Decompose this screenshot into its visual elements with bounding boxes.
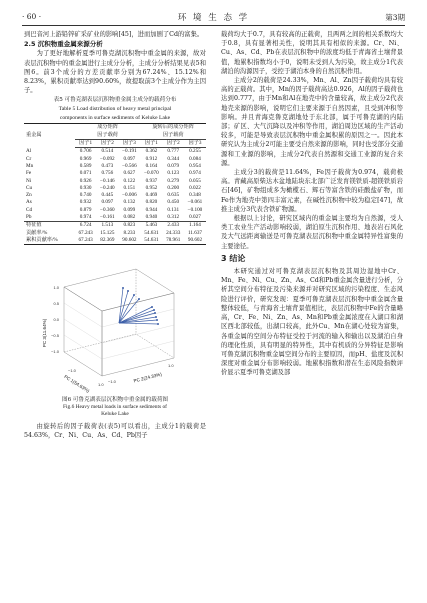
table-cell: 0.627 <box>123 170 136 177</box>
table-row <box>24 163 206 170</box>
table-cell: 0.974 <box>189 170 201 177</box>
table-cell: −0.070 <box>144 170 159 177</box>
table-cell: 0.348 <box>189 192 201 199</box>
table-caption-en-line1: Table 5 Load distribution of heavy metal principal <box>58 106 172 113</box>
table-cell: 90.602 <box>184 237 206 245</box>
table-cell: 0.450 <box>167 199 180 206</box>
figure-caption-cn: 图6 可鲁克湖表层沉积物中重金属的载荷图 <box>61 397 169 404</box>
table-cell: 0.132 <box>123 199 136 206</box>
table-cell: 5.463 <box>140 222 162 230</box>
table-cell: 0.706 <box>79 148 92 155</box>
table-cell: 1.513 <box>96 222 118 230</box>
table-cell: 0.954 <box>189 162 201 169</box>
table-cell: 0.823 <box>118 222 140 230</box>
table-row <box>24 222 206 230</box>
table-cell: 6.724 <box>75 222 97 230</box>
table-row <box>24 192 206 199</box>
table-cell: 0.084 <box>189 155 201 162</box>
table-row <box>24 185 206 192</box>
table-row <box>24 170 206 177</box>
paragraph: 主成分3的载荷是11.64%，Fe因子载荷为0.974，载荷极高。青藏高原柴达木盆地陆块东北部广泛发育镁铁质-超镁铁质岩石[46]，矿物组成多为橄榄石、辉石等富含铁的硅酸盐矿物，而Fe作为地壳中第四丰富元素，在碱性沉积物中较为稳定[47]，故推主成分3代表含铁矿物源。 <box>221 169 403 213</box>
axis-tick: 1.0 <box>168 363 174 369</box>
running-header <box>22 10 405 24</box>
axis-tick: −1.0 <box>68 368 76 374</box>
factor-header: 因子1 <box>140 140 162 148</box>
figure-caption-en-line1: Fig.6 Heavy metal loads in surface sediments of <box>63 404 167 411</box>
table-cell: 0.932 <box>79 199 92 206</box>
row-label: Zn <box>26 192 32 199</box>
table-header-element: 重金属 <box>24 124 75 148</box>
factor-header: 因子3 <box>184 140 206 148</box>
table-cell: 0.164 <box>145 162 158 169</box>
plot-gridlines <box>64 303 174 359</box>
journal-title: 环 境 生 态 学 <box>177 13 250 23</box>
table-cell: 8.233 <box>123 229 136 236</box>
table-row <box>24 156 206 163</box>
table-cell: 0.469 <box>145 192 158 199</box>
figure-caption-en-line2: Keluke Lake <box>101 411 129 418</box>
table-cell: 0.635 <box>167 192 180 199</box>
row-label: 特征值 <box>24 222 75 230</box>
table-caption-cn: 表5 可鲁克湖表层沉积物重金属主成分的载荷分布 <box>53 97 177 104</box>
row-label: Mn <box>26 162 34 169</box>
table-cell: 0.777 <box>167 148 180 155</box>
paragraph: 为了更好地解析夏季可鲁克湖沉积物中重金属的来源，故对表层沉积物中的重金属进行主成分分析，主成分分析结果见表5和图6。前3个成分的方差贡献率分别为67.24%、15.12%和8.23%，累积贡献率达到90.60%，故提取前3个主成分作为主因子。 <box>24 50 206 95</box>
row-label: Al <box>26 148 32 155</box>
table-cell: 0.312 <box>167 213 180 220</box>
table-cell: 0.879 <box>79 206 92 213</box>
table-header-unrotated: 成分矩阵 <box>75 124 141 132</box>
axis-tick: −0.5 <box>51 333 59 339</box>
table-row <box>24 148 206 156</box>
row-label: Fe <box>26 170 32 177</box>
loading-vectors <box>119 288 158 324</box>
row-label: Cr <box>26 155 32 162</box>
left-column <box>24 30 206 441</box>
table-cell: 0.514 <box>101 148 114 155</box>
table-cell: 0.445 <box>101 192 114 199</box>
table-cell: 15.125 <box>100 229 115 236</box>
section-heading-3: 3 结论 <box>221 253 246 263</box>
table-cell: 0.082 <box>123 213 136 220</box>
table-subheader: 因子载荷 <box>140 132 206 140</box>
row-label: Ni <box>26 177 32 184</box>
table-cell: 0.079 <box>167 162 180 169</box>
axis-tick: 0.0 <box>53 317 59 323</box>
right-column <box>221 30 403 378</box>
table-cell: 24.333 <box>166 229 181 236</box>
table-cell: −0.061 <box>187 199 203 206</box>
axis-tick: −1.0 <box>108 379 116 385</box>
table-cell: 0.344 <box>167 155 180 162</box>
table-cell: 67.243 <box>78 229 93 236</box>
table-row <box>24 230 206 237</box>
table-cell: 0.926 <box>79 177 92 184</box>
table-cell: 2.433 <box>162 222 184 230</box>
table-cell: 90.602 <box>118 237 140 245</box>
table-cell: 0.151 <box>123 184 136 191</box>
factor-header: 因子2 <box>96 140 118 148</box>
table-cell: 67.243 <box>75 237 97 245</box>
table-cell: 0.255 <box>189 148 201 155</box>
table-cell: −0.092 <box>100 155 115 162</box>
axis-label-y: PC 2(24.33%) <box>133 371 163 384</box>
row-label: Pb <box>26 213 32 220</box>
row-label: 累积贡献率/% <box>24 237 75 245</box>
table-cell: 1.164 <box>184 222 206 230</box>
table-cell: 0.940 <box>145 213 158 220</box>
table-cell: 0.279 <box>167 177 180 184</box>
paragraph: 根据以上讨论，研究区域内的重金属主要均为自然源，受人类工农业生产活动影响较弱，湖泊原生沉积作用、地表岩石风化及大气远距离输送是可鲁克湖表层沉积物中重金属特异性富集的主要途径。 <box>221 215 403 250</box>
row-label: As <box>26 199 32 206</box>
table-cell: −0.100 <box>187 206 203 213</box>
table-subheader: 因子载荷 <box>75 132 141 140</box>
table-cell: −0.240 <box>100 184 115 191</box>
issue-number: 第3期 <box>385 13 405 22</box>
paragraph: 由旋转后的因子载荷表(表5)可以看出，主成分1的载荷是54.63%，Cr、Ni、Cu、As、Cd、Pb因子 <box>24 423 206 440</box>
table-cell: 54.631 <box>144 229 159 236</box>
table-cell: 0.362 <box>145 148 158 155</box>
table-cell: 0.099 <box>123 206 136 213</box>
table-cell: −0.161 <box>100 213 115 220</box>
table-cell: 82.369 <box>96 237 118 245</box>
axis-label-x: PC 1(54.63%) <box>63 374 91 394</box>
table-cell: 0.122 <box>123 177 136 184</box>
loading-table <box>24 123 206 245</box>
table-cell: 0.131 <box>167 206 180 213</box>
row-label: Cd <box>26 206 33 213</box>
axis-tick: 1.0 <box>98 382 104 388</box>
table-cell: 0.756 <box>101 170 114 177</box>
table-caption-en-line2: components in surface sediments of Keluke Lake <box>59 115 171 122</box>
table-cell: 0.820 <box>145 199 158 206</box>
factor-header: 因子3 <box>118 140 140 148</box>
table-row <box>24 207 206 214</box>
section-heading-2-5: 2.5 沉积物重金属来源分析 <box>24 40 103 49</box>
table-cell: 0.473 <box>101 162 114 169</box>
axis-tick: 0.5 <box>53 301 59 307</box>
table-cell: 0.740 <box>79 192 92 199</box>
axis-tick: 1.0 <box>53 285 59 291</box>
table-cell: 0.930 <box>79 184 92 191</box>
page-number: · 60 · <box>22 12 42 21</box>
table-header-rotated: 旋转后的成分矩阵 <box>140 124 206 132</box>
header-rule <box>22 25 405 26</box>
table-cell: 0.944 <box>145 206 158 213</box>
table-row <box>24 214 206 222</box>
factor-header: 因子1 <box>75 140 97 148</box>
table-cell: 0.097 <box>101 199 114 206</box>
table-cell: 0.589 <box>79 162 92 169</box>
table-cell: 0.969 <box>79 155 92 162</box>
table-cell: 54.631 <box>140 237 162 245</box>
loading-plot-3d <box>24 247 206 397</box>
paragraph: 主成分2的载荷是24.33%，Mn、Al、Zn因子载荷均具有较高的正载荷。其中，Mn的因子载荷高达0.926，Al的因子载荷也达到0.777，由于Mn和Al在地壳中的含量较高，故主成分2代表地壳来源的影响，说明它们主要来源于自然因素，且受到冲积等影响。并且青海克鲁克湖地处于东北部，属于可鲁克湖的内陆部；矿区、大气沉降以及冲积等作用，湖泊周边区域的生产活动较多，可能是导致表层沉积物中重金属积累的原因之一。因此本研究认为主成分2可能主要受自然来源的影响，同时也受部分交通源和工业源的影响，主成分2代表自然源和交通工业源的复合来源。 <box>221 77 403 167</box>
table-row <box>24 199 206 206</box>
paragraph: 载荷均大于0.7，具有较高的正载荷，且两两之间的相关系数均大于0.8，具有显著相关性，说明其具有相似的来源。Cr、Ni、Cu、As、Cd、Pb在表层沉积物中的浓度均低于青海省土壤背景值，地累积指数均小于0，说明未受到人为污染，故主成分1代表湖泊的沟源因子，受控于湖泊本身的自然沉积作用。 <box>221 31 403 75</box>
table-cell: −0.360 <box>100 206 115 213</box>
table-cell: 0.022 <box>189 184 201 191</box>
table-cell: 0.952 <box>145 184 158 191</box>
table-cell: 0.055 <box>189 177 201 184</box>
axis-label-z: PC 3(11.64%) <box>42 318 47 348</box>
factor-header: 因子2 <box>162 140 184 148</box>
table-cell: 0.027 <box>189 213 201 220</box>
table-cell: 0.123 <box>167 170 180 177</box>
table-cell: 0.937 <box>145 177 158 184</box>
table-cell: −0.146 <box>100 177 115 184</box>
table-cell: 78.961 <box>162 237 184 245</box>
paragraph: 到巴音河上游铅锌矿采矿业的影响[45]，进而加剧了Cd的富集。 <box>24 31 204 38</box>
paragraph: 本研究通过对可鲁克湖表层沉积物及其周边湿地中Cr、Mn、Fe、Ni、Cu、Zn、As、Cd和Pb重金属含量进行分析，分析其空间分布特征及污染来源并对研究区域的污染程度、生态风险进行评价，研究发现：夏季可鲁克湖表层沉积物中重金属含量整体较低，与青海省土壤背景值相比，表层沉积物中Fe的含量略高，Cr、Fe、Ni、Zn、As、Mn和Pb重金属浓度在入湖口和湖区西北部较低，出湖口较高，此外Cu、Mn在湖心处较为富集，各重金属的空间分布特征受控于河流的输入和输出以及湖泊自身的理化性质，具有明显的特异性，其中有机质的分异特征是影响可鲁克湖沉积物重金属空间分布的主要原因，而pH、盐度及沉积深度对重金属分布影响较弱。地累积指数和潜在生态风险指数评价显示夏季可鲁克湖及部 <box>221 268 403 377</box>
table-cell: 0.974 <box>79 213 92 220</box>
table-row <box>24 237 206 245</box>
table-cell: 0.097 <box>123 155 136 162</box>
table-cell: −0.006 <box>122 192 137 199</box>
axis-tick: −1.0 <box>51 349 59 355</box>
table-row <box>24 178 206 185</box>
table-cell: 0.071 <box>79 170 92 177</box>
row-label: Cu <box>26 184 33 191</box>
table-cell: 11.637 <box>187 229 203 236</box>
table-cell: 0.912 <box>145 155 158 162</box>
table-cell: −0.191 <box>122 148 137 155</box>
table-cell: −0.566 <box>122 162 137 169</box>
table-cell: 0.200 <box>167 184 180 191</box>
row-label: 贡献率/% <box>26 229 48 236</box>
